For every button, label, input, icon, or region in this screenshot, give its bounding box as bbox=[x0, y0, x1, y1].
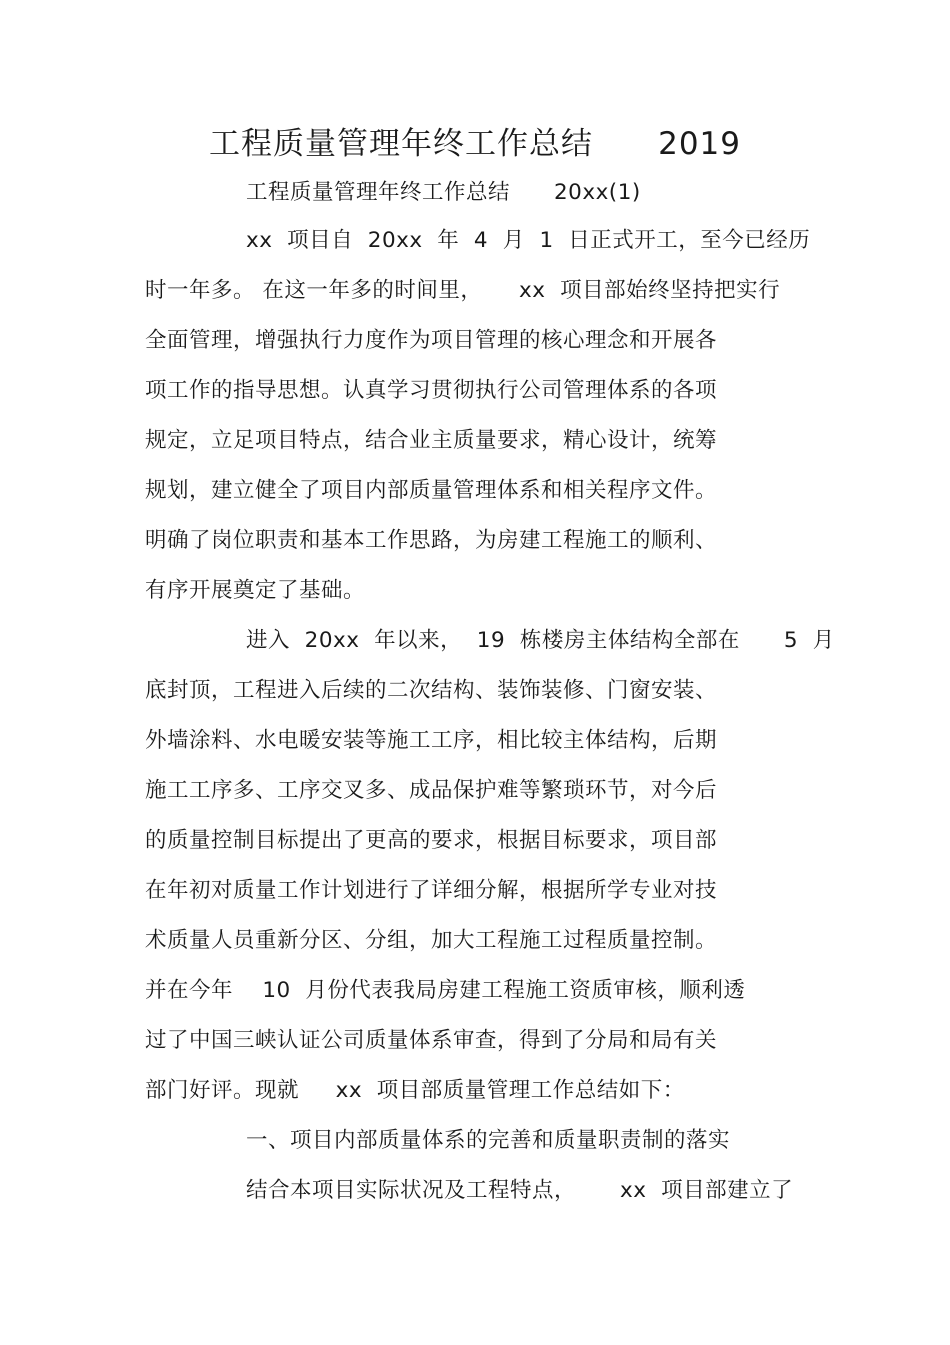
paragraph-line: 进入 20xx 年以来， 19 栋楼房主体结构全部在 5 月 bbox=[246, 628, 835, 653]
paragraph-line: 结合本项目实际状况及工程特点， xx 项目部建立了 bbox=[246, 1178, 794, 1203]
paragraph-line: 明确了岗位职责和基本工作思路，为房建工程施工的顺利、 bbox=[145, 528, 718, 553]
paragraph-line: 有序开展奠定了基础。 bbox=[145, 578, 366, 603]
paragraph-line: 部门好评。现就 xx 项目部质量管理工作总结如下： bbox=[145, 1078, 685, 1103]
paragraph-line: 术质量人员重新分区、分组，加大工程施工过程质量控制。 bbox=[145, 928, 718, 953]
paragraph-line: 并在今年 10 月份代表我局房建工程施工资质审核，顺利透 bbox=[145, 978, 746, 1003]
paragraph-line: 在年初对质量工作计划进行了详细分解，根据所学专业对技 bbox=[145, 878, 718, 903]
paragraph-line: xx 项目自 20xx 年 4 月 1 日正式开工，至今已经历 bbox=[246, 228, 811, 253]
subtitle-line: 工程质量管理年终工作总结 20xx(1) bbox=[246, 180, 641, 205]
paragraph-line: 底封顶，工程进入后续的二次结构、装饰装修、门窗安装、 bbox=[145, 678, 718, 703]
section-heading: 一、项目内部质量体系的完善和质量职责制的落实 bbox=[246, 1128, 731, 1153]
paragraph-line: 施工工序多、工序交叉多、成品保护难等繁琐环节，对今后 bbox=[145, 778, 718, 803]
paragraph-line: 规划，建立健全了项目内部质量管理体系和相关程序文件。 bbox=[145, 478, 718, 503]
paragraph-line: 时一年多。 在这一年多的时间里， xx 项目部始终坚持把实行 bbox=[145, 278, 781, 303]
paragraph-line: 全面管理，增强执行力度作为项目管理的核心理念和开展各 bbox=[145, 328, 718, 353]
paragraph-line: 外墙涂料、水电暖安装等施工工序，相比较主体结构，后期 bbox=[145, 728, 718, 753]
document-title: 工程质量管理年终工作总结 2019 bbox=[208, 126, 741, 162]
paragraph-line: 过了中国三峡认证公司质量体系审查，得到了分局和局有关 bbox=[145, 1028, 718, 1053]
paragraph-line: 规定，立足项目特点，结合业主质量要求，精心设计，统筹 bbox=[145, 428, 718, 453]
paragraph-line: 项工作的指导思想。认真学习贯彻执行公司管理体系的各项 bbox=[145, 378, 718, 403]
paragraph-line: 的质量控制目标提出了更高的要求，根据目标要求，项目部 bbox=[145, 828, 718, 853]
